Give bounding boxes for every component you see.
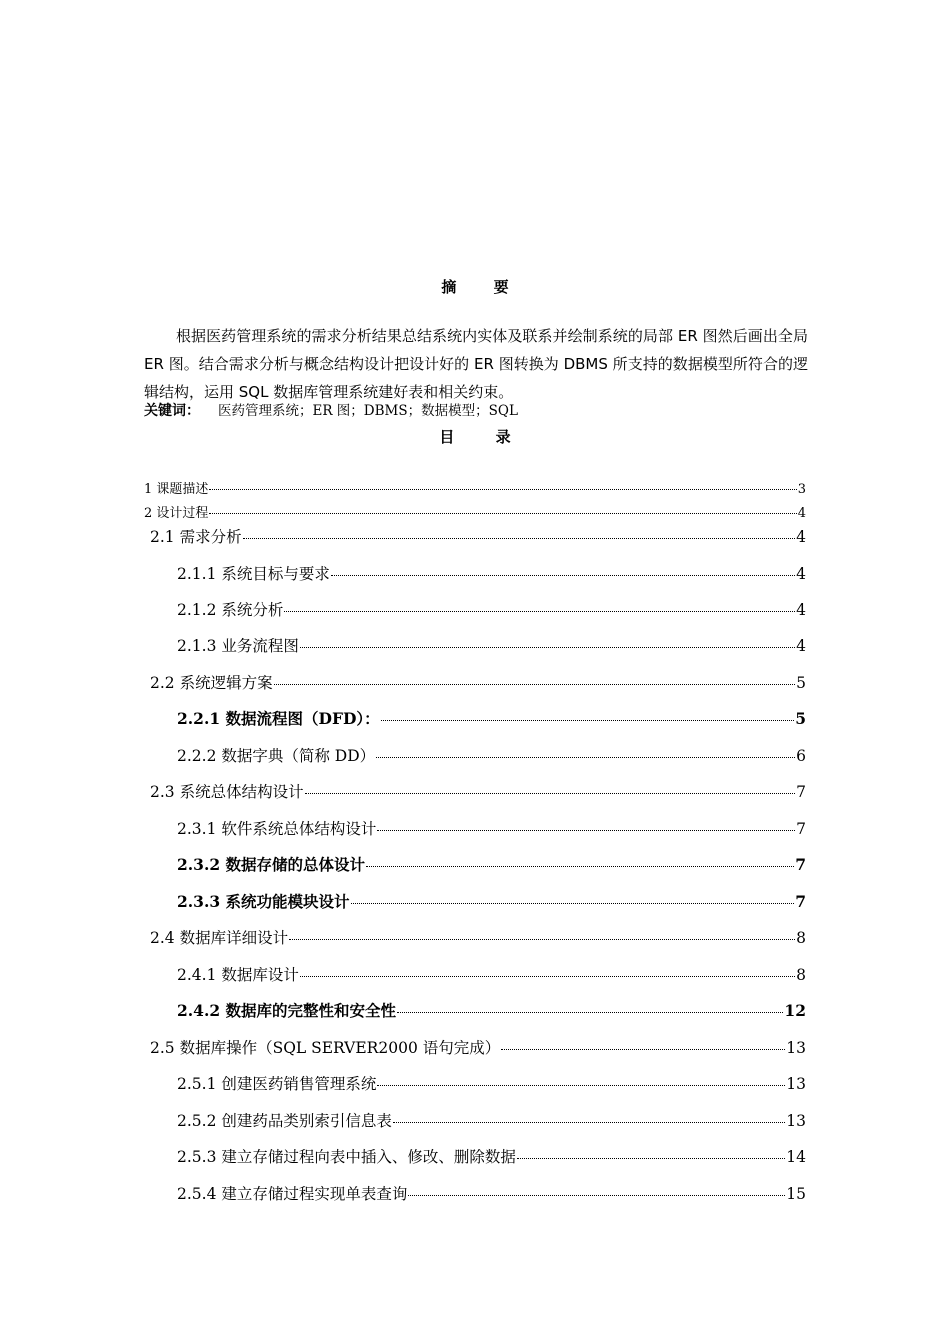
toc-dot-leader bbox=[366, 866, 794, 867]
toc-entry-page: 8 bbox=[796, 929, 806, 947]
toc-entry-label: 2.1 需求分析 bbox=[150, 528, 242, 546]
toc-entry-label: 2.5 数据库操作（SQL SERVER2000 语句完成） bbox=[150, 1039, 501, 1057]
toc-entry[interactable] bbox=[177, 1109, 806, 1131]
toc-entry-page: 6 bbox=[796, 747, 806, 765]
toc-entry[interactable] bbox=[177, 634, 806, 656]
toc-entry-label: 2.3.2 数据存储的总体设计 bbox=[177, 855, 366, 874]
toc-entry-page: 14 bbox=[786, 1148, 806, 1166]
toc-entry[interactable] bbox=[177, 817, 806, 839]
toc-entry[interactable] bbox=[150, 1036, 806, 1058]
toc-entry-label: 2.4 数据库详细设计 bbox=[150, 929, 289, 947]
toc-dot-leader bbox=[377, 830, 795, 831]
toc-entry-label: 2.3 系统总体结构设计 bbox=[150, 783, 304, 801]
toc-entry-page: 4 bbox=[797, 506, 806, 521]
toc-dot-leader bbox=[284, 611, 795, 612]
keywords-text: 医药管理系统；ER 图；DBMS；数据模型；SQL bbox=[218, 403, 518, 419]
toc-entry-label: 2.2 系统逻辑方案 bbox=[150, 674, 273, 692]
toc-entry-page: 7 bbox=[796, 783, 806, 801]
toc-entry[interactable] bbox=[177, 562, 806, 584]
toc-entry[interactable] bbox=[144, 502, 806, 521]
abstract-body: 根据医药管理系统的需求分析结果总结系统内实体及联系并绘制系统的局部 ER 图然后画出全局 ER 图。结合需求分析与概念结构设计把设计好的 ER 图转换为 DBMS 所支持的数据模型所符合的逻辑结构，运用 SQL 数据库管理系统建好表和相关约束。 bbox=[144, 327, 808, 401]
toc-dot-leader bbox=[517, 1158, 785, 1159]
toc-entry-label: 2.5.3 建立存储过程向表中插入、修改、删除数据 bbox=[177, 1148, 516, 1166]
toc-entry-label: 2 设计过程 bbox=[144, 506, 209, 521]
toc-dot-leader bbox=[209, 513, 796, 514]
toc-entry-label: 2.1.1 系统目标与要求 bbox=[177, 565, 330, 583]
toc-entry[interactable] bbox=[177, 1145, 806, 1167]
toc-entry-label: 2.4.1 数据库设计 bbox=[177, 966, 299, 984]
toc-entry[interactable] bbox=[177, 890, 806, 912]
toc-dot-leader bbox=[393, 1122, 785, 1123]
toc-title: 目 录 bbox=[439, 428, 529, 446]
toc-entry-page: 15 bbox=[786, 1185, 806, 1203]
toc-entry[interactable] bbox=[177, 707, 806, 729]
toc-dot-leader bbox=[209, 489, 796, 490]
toc-entry[interactable] bbox=[177, 598, 806, 620]
toc-dot-leader bbox=[501, 1049, 785, 1050]
toc-dot-leader bbox=[300, 976, 795, 977]
toc-entry[interactable] bbox=[144, 478, 806, 497]
toc-dot-leader bbox=[300, 647, 795, 648]
toc-entry[interactable] bbox=[177, 853, 806, 875]
toc-dot-leader bbox=[243, 538, 796, 539]
toc-entry-page: 12 bbox=[784, 1001, 806, 1020]
toc-entry-page: 13 bbox=[786, 1039, 806, 1057]
keywords-line bbox=[144, 400, 518, 422]
toc-entry-label: 1 课题描述 bbox=[144, 482, 209, 497]
toc-dot-leader bbox=[289, 939, 795, 940]
toc-entry-label: 2.4.2 数据库的完整性和安全性 bbox=[177, 1001, 397, 1020]
toc-dot-leader bbox=[408, 1195, 785, 1196]
toc-entry[interactable] bbox=[177, 1072, 806, 1094]
toc-entry-page: 5 bbox=[796, 674, 806, 692]
toc-entry-label: 2.2.2 数据字典（简称 DD） bbox=[177, 747, 376, 765]
keywords-label: 关键词： bbox=[144, 403, 200, 419]
toc-entry[interactable] bbox=[177, 963, 806, 985]
toc-entry-label: 2.1.2 系统分析 bbox=[177, 601, 284, 619]
abstract-title: 摘 要 bbox=[441, 278, 525, 296]
toc-dot-leader bbox=[331, 575, 795, 576]
toc-entry-page: 7 bbox=[795, 855, 806, 874]
toc-entry[interactable] bbox=[177, 999, 806, 1021]
toc-entry-page: 4 bbox=[796, 565, 806, 583]
toc-entry-page: 4 bbox=[796, 601, 806, 619]
toc-entry[interactable] bbox=[150, 525, 806, 547]
toc-entry-page: 13 bbox=[786, 1112, 806, 1130]
toc-dot-leader bbox=[397, 1012, 783, 1013]
toc-entry[interactable] bbox=[150, 671, 806, 693]
toc-entry[interactable] bbox=[150, 780, 806, 802]
toc-entry-label: 2.3.1 软件系统总体结构设计 bbox=[177, 820, 377, 838]
toc-entry-label: 2.5.4 建立存储过程实现单表查询 bbox=[177, 1185, 408, 1203]
toc-entry[interactable] bbox=[150, 926, 806, 948]
toc-entry-page: 5 bbox=[795, 709, 806, 728]
toc-entry-page: 3 bbox=[797, 482, 806, 497]
toc-dot-leader bbox=[351, 903, 795, 904]
toc-entry[interactable] bbox=[177, 1182, 806, 1204]
toc-entry-page: 7 bbox=[795, 892, 806, 911]
toc-dot-leader bbox=[305, 793, 796, 794]
toc-dot-leader bbox=[274, 684, 796, 685]
toc-entry-page: 7 bbox=[796, 820, 806, 838]
toc-entry-label: 2.1.3 业务流程图 bbox=[177, 637, 299, 655]
toc-entry-page: 4 bbox=[796, 528, 806, 546]
toc-entry-page: 8 bbox=[796, 966, 806, 984]
toc-dot-leader bbox=[376, 757, 795, 758]
toc-entry-page: 13 bbox=[786, 1075, 806, 1093]
toc-entry-label: 2.5.2 创建药品类别索引信息表 bbox=[177, 1112, 392, 1130]
toc-entry-label: 2.3.3 系统功能模块设计 bbox=[177, 892, 350, 911]
toc-entry-label: 2.2.1 数据流程图（DFD）： bbox=[177, 709, 380, 728]
toc-entry[interactable] bbox=[177, 744, 806, 766]
toc-dot-leader bbox=[377, 1085, 785, 1086]
toc-entry-label: 2.5.1 创建医药销售管理系统 bbox=[177, 1075, 377, 1093]
toc-entry-page: 4 bbox=[796, 637, 806, 655]
toc-dot-leader bbox=[381, 720, 795, 721]
